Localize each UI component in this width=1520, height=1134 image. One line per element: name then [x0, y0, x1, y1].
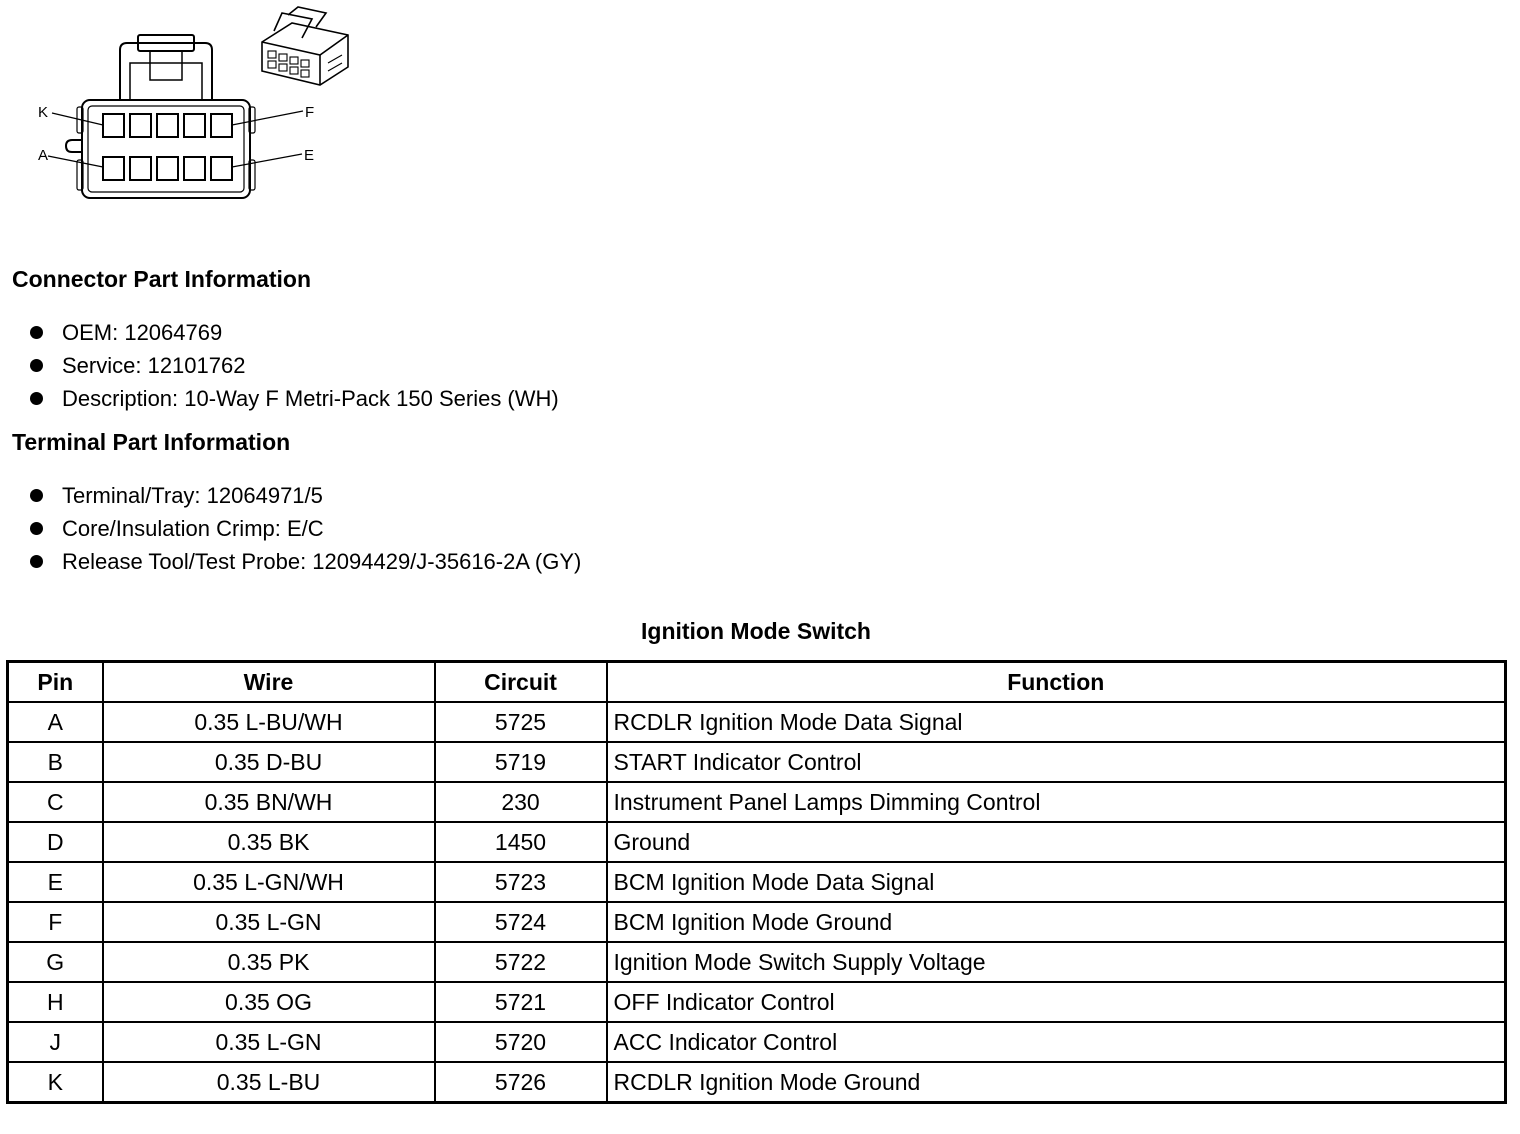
list-item: OEM: 12064769: [28, 316, 559, 349]
connector-face-diagram: [30, 5, 370, 205]
cavity: [157, 157, 178, 180]
cavity: [103, 157, 124, 180]
circuit-cell: 5720: [435, 1022, 607, 1062]
connector-info-title: Connector Part Information: [12, 266, 312, 292]
circuit-cell: 5724: [435, 902, 607, 942]
table-row: [8, 1022, 1506, 1062]
leader-line: [232, 154, 302, 167]
pin-cell: C: [8, 782, 103, 822]
pin-cell: J: [8, 1022, 103, 1062]
wire-cell: 0.35 L-BU/WH: [103, 702, 435, 742]
function-cell: Instrument Panel Lamps Dimming Control: [607, 782, 1506, 822]
function-cell: Ignition Mode Switch Supply Voltage: [607, 942, 1506, 982]
table-row: [8, 822, 1506, 862]
wire-cell: 0.35 L-BU: [103, 1062, 435, 1103]
header-pin: Pin: [8, 662, 103, 703]
table-row: [8, 902, 1506, 942]
cavity: [103, 114, 124, 137]
function-cell: START Indicator Control: [607, 742, 1506, 782]
table-title: Ignition Mode Switch: [641, 618, 871, 644]
pin-cell: G: [8, 942, 103, 982]
function-cell: Ground: [607, 822, 1506, 862]
wire-cell: 0.35 D-BU: [103, 742, 435, 782]
pinout-table: [6, 660, 1507, 1104]
header-circuit: Circuit: [435, 662, 607, 703]
circuit-cell: 5722: [435, 942, 607, 982]
leader-line: [232, 111, 303, 125]
wire-cell: 0.35 L-GN: [103, 1022, 435, 1062]
table-row: [8, 702, 1506, 742]
cavity: [211, 157, 232, 180]
pin-label-e: E: [304, 147, 315, 164]
circuit-cell: 1450: [435, 822, 607, 862]
circuit-cell: 5725: [435, 702, 607, 742]
table-row: [8, 742, 1506, 782]
table-row: [8, 942, 1506, 982]
cavity: [130, 157, 151, 180]
function-cell: BCM Ignition Mode Ground: [607, 902, 1506, 942]
list-item: Description: 10-Way F Metri-Pack 150 Series (WH): [28, 382, 559, 415]
pin-cell: H: [8, 982, 103, 1022]
pin-label-a: A: [38, 147, 49, 164]
table-row: [8, 982, 1506, 1022]
connector-3d-view: [262, 7, 348, 85]
header-function: Function: [607, 662, 1506, 703]
function-cell: RCDLR Ignition Mode Data Signal: [607, 702, 1506, 742]
list-item: Release Tool/Test Probe: 12094429/J-35616-2A (GY): [28, 545, 581, 578]
circuit-cell: 230: [435, 782, 607, 822]
connector-latch-inner: [130, 63, 202, 100]
connector-left-key: [66, 140, 82, 152]
header-wire: Wire: [103, 662, 435, 703]
table-row: [8, 782, 1506, 822]
circuit-cell: 5721: [435, 982, 607, 1022]
list-item: Core/Insulation Crimp: E/C: [28, 512, 581, 545]
circuit-cell: 5719: [435, 742, 607, 782]
cavity: [130, 114, 151, 137]
circuit-cell: 5726: [435, 1062, 607, 1103]
function-cell: BCM Ignition Mode Data Signal: [607, 862, 1506, 902]
pin-cell: A: [8, 702, 103, 742]
pin-cell: B: [8, 742, 103, 782]
cavity: [211, 114, 232, 137]
pin-label-f: F: [305, 104, 315, 121]
list-item: Service: 12101762: [28, 349, 559, 382]
wire-cell: 0.35 BN/WH: [103, 782, 435, 822]
wire-cell: 0.35 BK: [103, 822, 435, 862]
list-item: Terminal/Tray: 12064971/5: [28, 479, 581, 512]
circuit-cell: 5723: [435, 862, 607, 902]
wire-cell: 0.35 OG: [103, 982, 435, 1022]
function-cell: ACC Indicator Control: [607, 1022, 1506, 1062]
wire-cell: 0.35 PK: [103, 942, 435, 982]
pin-cell: F: [8, 902, 103, 942]
pin-label-k: K: [38, 104, 49, 121]
table-row: [8, 862, 1506, 902]
table-header-row: [8, 662, 1506, 703]
terminal-info-title: Terminal Part Information: [12, 429, 291, 455]
table-row: [8, 1062, 1506, 1103]
pin-cell: E: [8, 862, 103, 902]
function-cell: OFF Indicator Control: [607, 982, 1506, 1022]
cavity: [184, 114, 205, 137]
cavity: [184, 157, 205, 180]
terminal-info-list: [28, 479, 581, 578]
connector-info-list: [28, 316, 559, 415]
wire-cell: 0.35 L-GN/WH: [103, 862, 435, 902]
wire-cell: 0.35 L-GN: [103, 902, 435, 942]
pin-cell: K: [8, 1062, 103, 1103]
function-cell: RCDLR Ignition Mode Ground: [607, 1062, 1506, 1103]
leader-line: [48, 156, 103, 167]
pin-cell: D: [8, 822, 103, 862]
cavity: [157, 114, 178, 137]
